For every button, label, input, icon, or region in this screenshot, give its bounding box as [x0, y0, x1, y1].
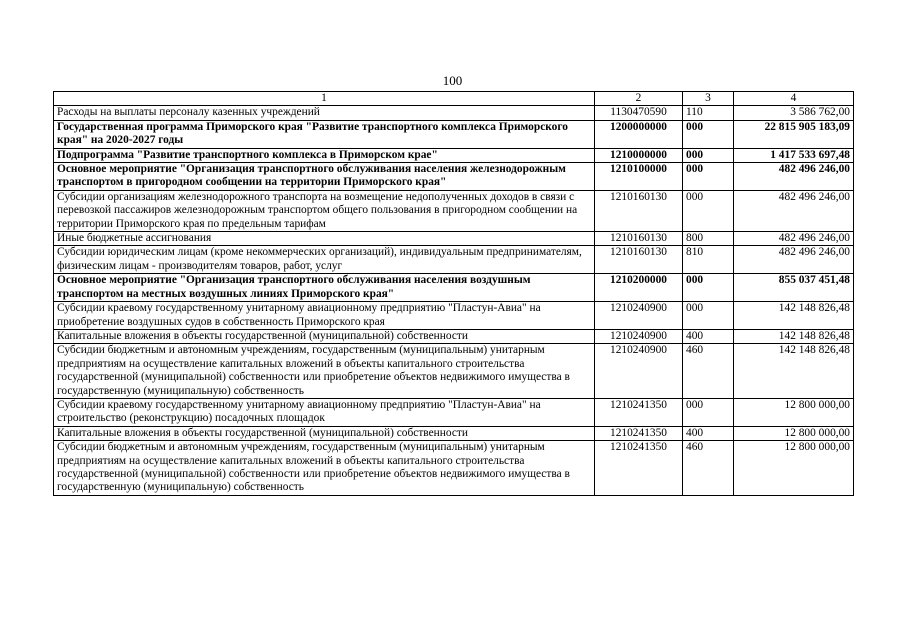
table-row	[54, 426, 854, 440]
column-header-amount: 4	[734, 92, 854, 106]
table-row	[54, 441, 854, 496]
row-code-cell: 1210160130	[595, 190, 683, 231]
row-code-cell: 1210241350	[595, 426, 683, 440]
row-type-cell: 000	[683, 163, 734, 191]
row-code-cell: 1210160130	[595, 232, 683, 246]
row-amount-cell: 12 800 000,00	[734, 441, 854, 496]
table-header-row	[54, 92, 854, 106]
column-header-name: 1	[54, 92, 595, 106]
row-name-cell: Субсидии краевому государственному унитарному авиационному предприятию "Пластун-Авиа" на строительство (реконструкцию) посадочных площадок	[54, 398, 595, 426]
row-amount-cell: 12 800 000,00	[734, 426, 854, 440]
row-name-cell: Капитальные вложения в объекты государственной (муниципальной) собственности	[54, 329, 595, 343]
row-amount-cell: 142 148 826,48	[734, 344, 854, 399]
table-row	[54, 302, 854, 330]
table-row	[54, 344, 854, 399]
row-name-cell: Капитальные вложения в объекты государственной (муниципальной) собственности	[54, 426, 595, 440]
row-name-cell: Субсидии бюджетным и автономным учреждениям, государственным (муниципальным) унитарным предприятиям на осуществление капитальных вложений в объекты капитального строительства государственной (муниципальной) собственности или приобретение объектов недвижимого имущества в государственную (муниципальную) собственность	[54, 344, 595, 399]
row-amount-cell: 1 417 533 697,48	[734, 148, 854, 162]
table-row	[54, 246, 854, 274]
row-code-cell: 1210241350	[595, 441, 683, 496]
row-amount-cell: 482 496 246,00	[734, 163, 854, 191]
row-type-cell: 000	[683, 398, 734, 426]
row-type-cell: 460	[683, 441, 734, 496]
row-amount-cell: 482 496 246,00	[734, 232, 854, 246]
row-amount-cell: 855 037 451,48	[734, 274, 854, 302]
table-row	[54, 398, 854, 426]
column-header-type: 3	[683, 92, 734, 106]
row-code-cell: 1210240900	[595, 329, 683, 343]
row-type-cell: 000	[683, 302, 734, 330]
row-name-cell: Субсидии краевому государственному унитарному авиационному предприятию "Пластун-Авиа" на приобретение воздушных судов в собственность Приморского края	[54, 302, 595, 330]
row-type-cell: 800	[683, 232, 734, 246]
table-row	[54, 190, 854, 231]
row-code-cell: 1200000000	[595, 120, 683, 148]
budget-table	[53, 91, 854, 496]
row-amount-cell: 3 586 762,00	[734, 106, 854, 120]
row-code-cell: 1210240900	[595, 344, 683, 399]
row-code-cell: 1210241350	[595, 398, 683, 426]
row-amount-cell: 12 800 000,00	[734, 398, 854, 426]
row-type-cell: 110	[683, 106, 734, 120]
row-code-cell: 1210000000	[595, 148, 683, 162]
table-row	[54, 274, 854, 302]
row-type-cell: 000	[683, 120, 734, 148]
table-row	[54, 232, 854, 246]
row-amount-cell: 482 496 246,00	[734, 246, 854, 274]
row-type-cell: 400	[683, 329, 734, 343]
row-name-cell: Основное мероприятие "Организация транспортного обслуживания населения железнодорожным транспортом в пригородном сообщении на территории Приморского края"	[54, 163, 595, 191]
row-code-cell: 1210240900	[595, 302, 683, 330]
row-amount-cell: 142 148 826,48	[734, 329, 854, 343]
table-row	[54, 120, 854, 148]
row-name-cell: Подпрограмма "Развитие транспортного комплекса в Приморском крае"	[54, 148, 595, 162]
row-name-cell: Основное мероприятие "Организация транспортного обслуживания населения воздушным транспортом на местных воздушных линиях Приморского края"	[54, 274, 595, 302]
row-name-cell: Расходы на выплаты персоналу казенных учреждений	[54, 106, 595, 120]
row-type-cell: 000	[683, 190, 734, 231]
row-name-cell: Иные бюджетные ассигнования	[54, 232, 595, 246]
row-name-cell: Государственная программа Приморского края "Развитие транспортного комплекса Приморского края" на 2020-2027 годы	[54, 120, 595, 148]
table-row	[54, 148, 854, 162]
row-code-cell: 1210100000	[595, 163, 683, 191]
row-type-cell: 400	[683, 426, 734, 440]
row-amount-cell: 142 148 826,48	[734, 302, 854, 330]
row-code-cell: 1210200000	[595, 274, 683, 302]
table-row	[54, 329, 854, 343]
row-name-cell: Субсидии бюджетным и автономным учреждениям, государственным (муниципальным) унитарным предприятиям на осуществление капитальных вложений в объекты капитального строительства государственной (муниципальной) собственности или приобретение объектов недвижимого имущества в государственную (муниципальную) собственность	[54, 441, 595, 496]
row-type-cell: 810	[683, 246, 734, 274]
column-header-code: 2	[595, 92, 683, 106]
row-code-cell: 1210160130	[595, 246, 683, 274]
table-row	[54, 106, 854, 120]
row-type-cell: 460	[683, 344, 734, 399]
row-name-cell: Субсидии организациям железнодорожного транспорта на возмещение недополученных доходов в связи с перевозкой пассажиров железнодорожным транспортом общего пользования в пригородном сообщении на территории Приморского края по предельным тарифам	[54, 190, 595, 231]
row-name-cell: Субсидии юридическим лицам (кроме некоммерческих организаций), индивидуальным предпринимателям, физическим лицам - производителям товаров, работ, услуг	[54, 246, 595, 274]
row-type-cell: 000	[683, 274, 734, 302]
row-type-cell: 000	[683, 148, 734, 162]
page-number: 100	[442, 73, 463, 88]
row-amount-cell: 22 815 905 183,09	[734, 120, 854, 148]
table-row	[54, 163, 854, 191]
row-code-cell: 1130470590	[595, 106, 683, 120]
row-amount-cell: 482 496 246,00	[734, 190, 854, 231]
